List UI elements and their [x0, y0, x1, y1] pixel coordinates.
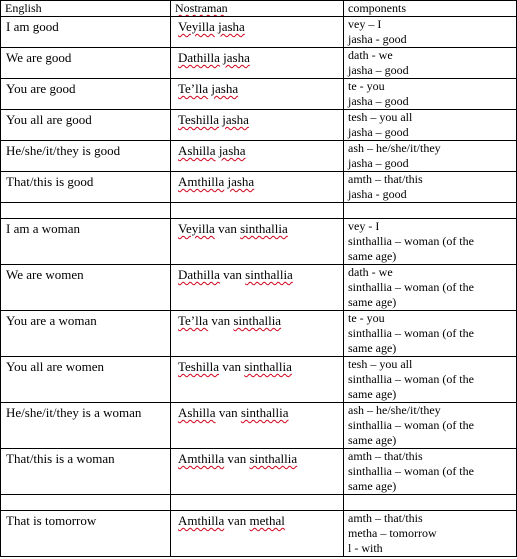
- english-cell: You all are women: [1, 357, 171, 403]
- header-english: English: [1, 1, 171, 17]
- table-row: [1, 219, 517, 265]
- components-cell: dath - we sinthallia – woman (of the same age): [344, 265, 517, 311]
- table-row: [1, 141, 517, 172]
- nostraman-cell: Amthilla van methal: [171, 511, 344, 557]
- nostraman-cell: Dathilla jasha: [171, 48, 344, 79]
- table-row: [1, 17, 517, 48]
- english-cell: That is tomorrow: [1, 511, 171, 557]
- table-row: [1, 172, 517, 203]
- components-cell: amth – that/this metha – tomorrow l - with: [344, 511, 517, 557]
- components-cell: tesh – you all sinthallia – woman (of the same age): [344, 357, 517, 403]
- table-row: [1, 311, 517, 357]
- nostraman-cell: Te’lla jasha: [171, 79, 344, 110]
- nostraman-cell: Amthilla van sinthallia: [171, 449, 344, 495]
- nostraman-cell: Teshilla jasha: [171, 110, 344, 141]
- header-nostraman: Nostraman: [171, 1, 344, 17]
- english-cell: He/she/it/they is good: [1, 141, 171, 172]
- components-cell: dath - we jasha – good: [344, 48, 517, 79]
- english-cell: I am a woman: [1, 219, 171, 265]
- table-row: [1, 110, 517, 141]
- english-cell: You are a woman: [1, 311, 171, 357]
- components-cell: vey - I sinthallia – woman (of the same age): [344, 219, 517, 265]
- table-row: [1, 79, 517, 110]
- table-row: [1, 449, 517, 495]
- components-cell: vey – I jasha - good: [344, 17, 517, 48]
- english-cell: You all are good: [1, 110, 171, 141]
- english-cell: We are women: [1, 265, 171, 311]
- nostraman-cell: Dathilla van sinthallia: [171, 265, 344, 311]
- header-components: components: [344, 1, 517, 17]
- english-cell: I am good: [1, 17, 171, 48]
- spacer-row: [1, 495, 517, 511]
- components-cell: amth – that/this jasha - good: [344, 172, 517, 203]
- table-row: [1, 403, 517, 449]
- nostraman-cell: Te’lla van sinthallia: [171, 311, 344, 357]
- components-cell: tesh – you all jasha – good: [344, 110, 517, 141]
- components-cell: amth – that/this sinthallia – woman (of the same age): [344, 449, 517, 495]
- nostraman-cell: Ashilla van sinthallia: [171, 403, 344, 449]
- nostraman-cell: Amthilla jasha: [171, 172, 344, 203]
- table-row: [1, 511, 517, 557]
- english-cell: He/she/it/they is a woman: [1, 403, 171, 449]
- table-row: [1, 265, 517, 311]
- components-cell: ash – he/she/it/they sinthallia – woman (of the same age): [344, 403, 517, 449]
- english-cell: We are good: [1, 48, 171, 79]
- table-row: [1, 48, 517, 79]
- nostraman-cell: Teshilla van sinthallia: [171, 357, 344, 403]
- components-cell: te - you jasha – good: [344, 79, 517, 110]
- english-cell: You are good: [1, 79, 171, 110]
- english-cell: That/this is a woman: [1, 449, 171, 495]
- components-cell: ash – he/she/it/they jasha – good: [344, 141, 517, 172]
- nostraman-cell: Veyilla jasha: [171, 17, 344, 48]
- table-row: [1, 357, 517, 403]
- header-row: [1, 1, 517, 17]
- nostraman-cell: Veyilla van sinthallia: [171, 219, 344, 265]
- english-cell: That/this is good: [1, 172, 171, 203]
- components-cell: te - you sinthallia – woman (of the same age): [344, 311, 517, 357]
- nostraman-cell: Ashilla jasha: [171, 141, 344, 172]
- spacer-row: [1, 203, 517, 219]
